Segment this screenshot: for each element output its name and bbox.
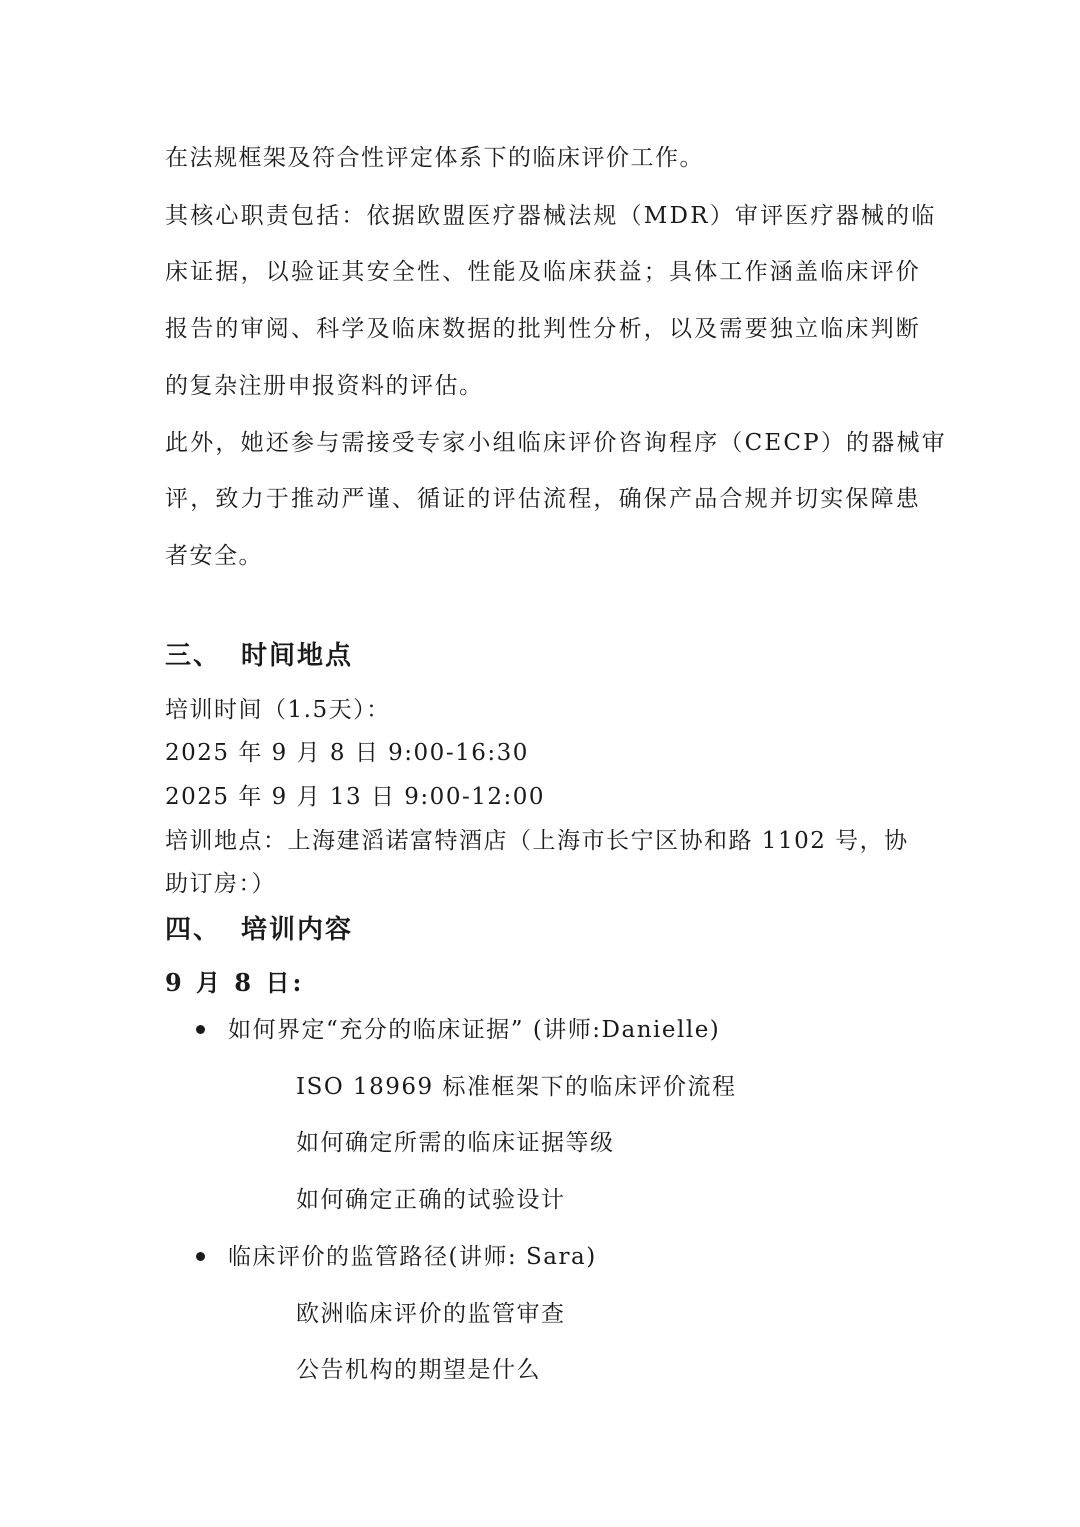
- topic-2-item-2: 公告机构的期望是什么: [296, 1357, 541, 1383]
- list-item: [196, 1242, 597, 1272]
- section-3-heading: [165, 640, 353, 672]
- intro-line-5: 的复杂注册申报资料的评估。: [165, 373, 484, 399]
- topic-1-title: 如何界定“充分的临床证据” (讲师:Danielle): [228, 1017, 721, 1043]
- day-label: 9 月 8 日:: [165, 968, 305, 997]
- intro-line-2: 其核心职责包括：依据欧盟医疗器械法规（MDR）审评医疗器械的临: [165, 203, 937, 229]
- topic-1-item-2: 如何确定所需的临床证据等级: [296, 1130, 615, 1156]
- intro-line-8: 者安全。: [165, 543, 263, 569]
- training-location-line-1: 培训地点：上海建滔诺富特酒店（上海市长宁区协和路 1102 号，协: [165, 828, 909, 854]
- intro-line-3: 床证据，以验证其安全性、性能及临床获益；具体工作涵盖临床评价: [165, 259, 921, 285]
- section-3-title: 时间地点: [241, 641, 354, 671]
- bullet-icon: [196, 1252, 205, 1261]
- list-item: [196, 1015, 720, 1045]
- training-date-1: 2025 年 9 月 8 日 9:00-16:30: [165, 740, 529, 766]
- training-location-line-2: 助订房：）: [165, 871, 276, 897]
- intro-line-4: 报告的审阅、科学及临床数据的批判性分析，以及需要独立临床判断: [165, 316, 921, 342]
- section-3-number: 三、: [165, 641, 222, 671]
- topic-1-item-1: ISO 18969 标准框架下的临床评价流程: [296, 1074, 737, 1100]
- training-duration: 培训时间（1.5天）：: [165, 697, 391, 723]
- topic-2-title: 临床评价的监管路径(讲师: Sara): [228, 1244, 597, 1270]
- topic-2-item-1: 欧洲临床评价的监管审查: [296, 1301, 566, 1327]
- intro-line-1: 在法规框架及符合性评定体系下的临床评价工作。: [165, 145, 704, 171]
- intro-line-6: 此外，她还参与需接受专家小组临床评价咨询程序（CECP）的器械审: [165, 430, 947, 456]
- section-4-title: 培训内容: [241, 915, 354, 945]
- bullet-icon: [196, 1025, 205, 1034]
- section-4-heading: [165, 914, 353, 946]
- training-date-2: 2025 年 9 月 13 日 9:00-12:00: [165, 784, 546, 810]
- intro-line-7: 评，致力于推动严谨、循证的评估流程，确保产品合规并切实保障患: [165, 486, 921, 512]
- topic-1-item-3: 如何确定正确的试验设计: [296, 1187, 566, 1213]
- section-4-number: 四、: [165, 915, 222, 945]
